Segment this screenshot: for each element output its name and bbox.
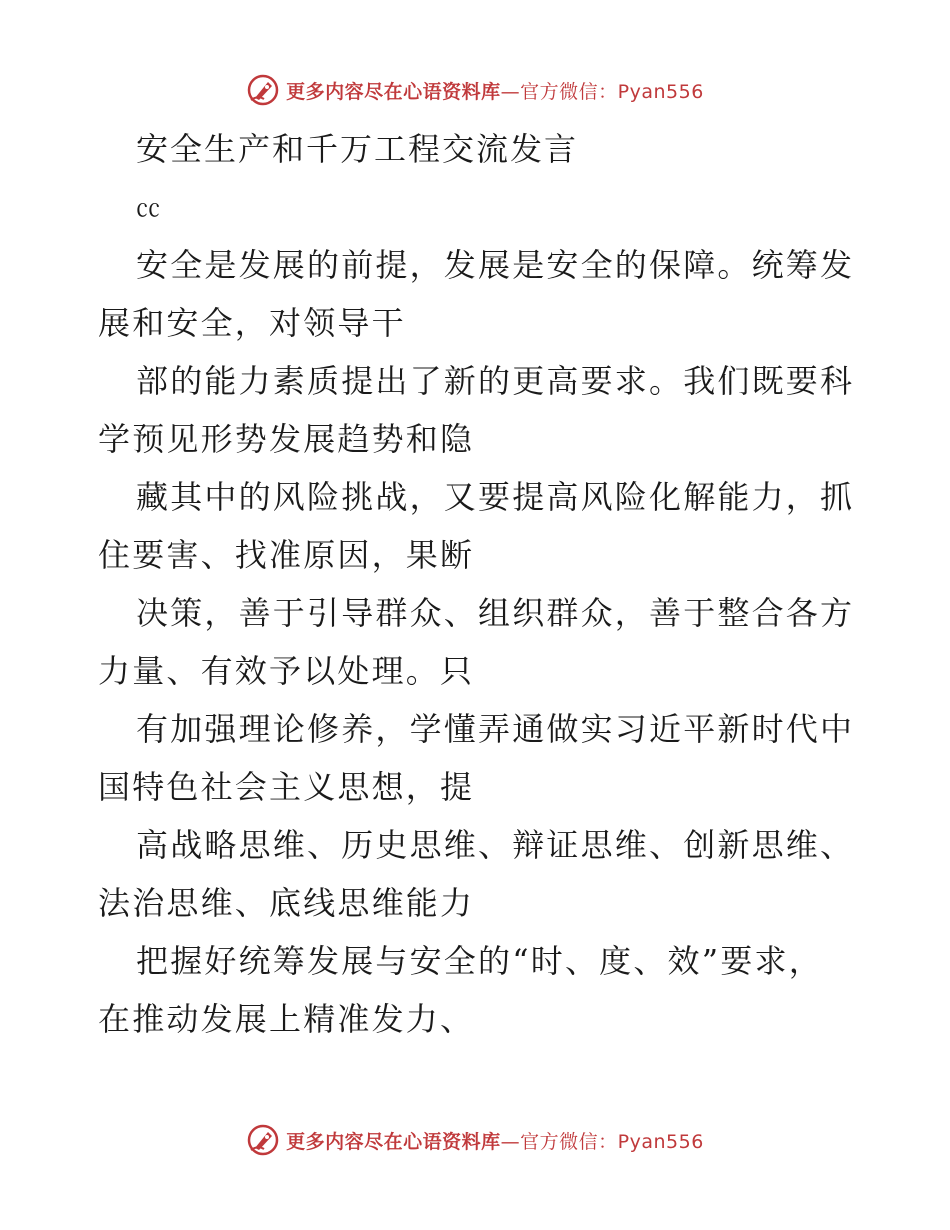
paragraph-line: 力量、有效予以处理。只 (98, 652, 475, 690)
footer-banner-accent: 更多内容尽在心语资料库 (286, 1130, 501, 1153)
header-banner (0, 70, 950, 110)
footer-banner-rest: —官方微信：Pyan556 (500, 1130, 704, 1153)
paragraph (98, 700, 858, 816)
paragraph-line: 在推动发展上精准发力、 (98, 1000, 475, 1038)
paragraph-line: 高战略思维、历史思维、辩证思维、创新思维、 (136, 826, 855, 864)
paragraph-line: 把握好统筹发展与安全的“时、度、效”要求， (136, 942, 823, 980)
paragraph-line: 决策，善于引导群众、组织群众，善于整合各方 (136, 594, 855, 632)
paragraph-line: 法治思维、底线思维能力 (98, 884, 475, 922)
footer-banner (0, 1120, 950, 1160)
footer-banner-text (286, 1127, 704, 1154)
pen-nib-logo-icon (246, 1123, 280, 1157)
paragraph (98, 352, 858, 468)
pen-nib-logo-icon (246, 73, 280, 107)
paragraph-line: 部的能力素质提出了新的更高要求。我们既要科 (136, 362, 855, 400)
paragraph-line: 学预见形势发展趋势和隐 (98, 420, 475, 458)
paragraph-line: 国特色社会主义思想，提 (98, 768, 475, 806)
paragraph-line: 有加强理论修养，学懂弄通做实习近平新时代中 (136, 710, 855, 748)
document-title: 安全生产和千万工程交流发言 (136, 130, 579, 168)
paragraph (98, 932, 858, 1048)
paragraph (98, 236, 858, 352)
paragraph (98, 816, 858, 932)
paragraph (98, 584, 858, 700)
document-body (98, 120, 858, 1048)
paragraph (98, 468, 858, 584)
header-banner-rest: —官方微信：Pyan556 (500, 80, 704, 103)
paragraph-line: 安全是发展的前提，发展是安全的保障。统筹发 (136, 246, 855, 284)
document-symbol: ㏄ (136, 194, 160, 222)
paragraph-line: 藏其中的风险挑战，又要提高风险化解能力，抓 (136, 478, 855, 516)
paragraph-line: 住要害、找准原因，果断 (98, 536, 475, 574)
paragraph-line: 展和安全，对领导干 (98, 304, 406, 342)
header-banner-accent: 更多内容尽在心语资料库 (286, 80, 501, 103)
header-banner-text (286, 77, 704, 104)
